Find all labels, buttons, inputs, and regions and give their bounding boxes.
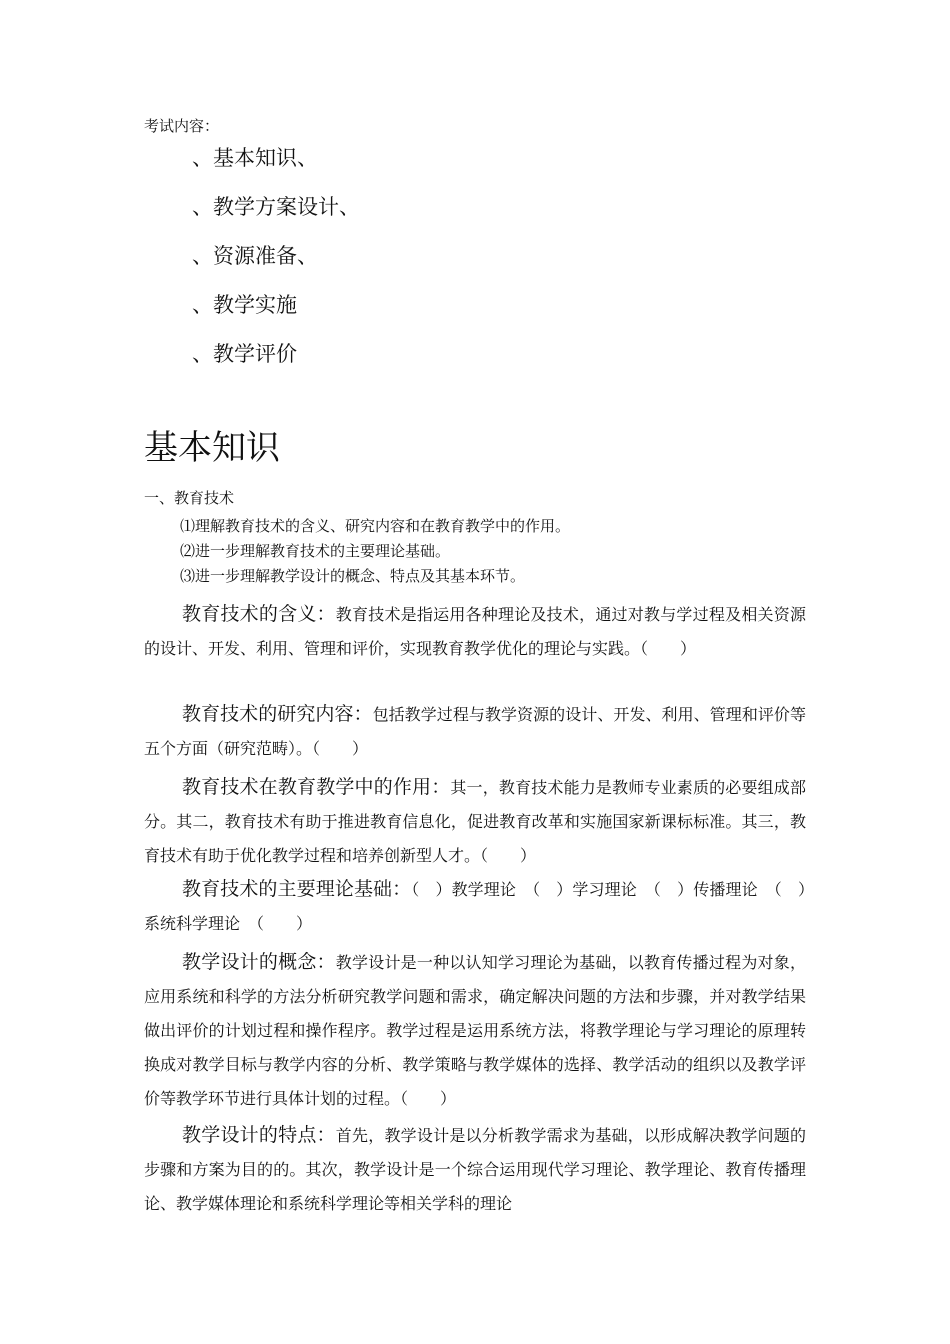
exam-content-item: 、基本知识、 xyxy=(192,146,318,170)
definition-paragraph xyxy=(144,597,806,666)
exam-content-list xyxy=(192,144,360,389)
role-paragraph xyxy=(144,770,806,873)
exam-content-item: 、资源准备、 xyxy=(192,244,318,268)
design-concept-term: 教学设计的概念： xyxy=(182,951,336,973)
subsection-heading: 一、教育技术 xyxy=(144,489,235,507)
theory-basis-paragraph xyxy=(144,872,806,941)
section-heading: 基本知识 xyxy=(144,428,280,468)
design-features-body: 首先，教学设计是以分析教学需求为基础，以形成解决教学问题的步骤和方案为目的的。其次，教学设计是一个综合运用现代学习理论、教学理论、教育传播理论、教学媒体理论和系统科学理论等相关学科的理论 xyxy=(144,1126,806,1213)
design-concept-paragraph xyxy=(144,945,806,1116)
research-content-paragraph xyxy=(144,697,806,766)
design-concept-body: 教学设计是一种以认知学习理论为基础，以教育传播过程为对象，应用系统和科学的方法分析研究教学问题和需求，确定解决问题的方法和步骤，并对教学结果做出评价的计划过程和操作程序。教学过程是运用系统方法，将教学理论与学习理论的原理转换成对教学目标与教学内容的分析、教学策略与教学媒体的选择、教学活动的组织以及教学评价等教学环节进行具体计划的过程。（ ） xyxy=(144,953,806,1108)
research-content-body: 包括教学过程与教学资源的设计、开发、利用、管理和评价等五个方面（研究范畴）。（ ） xyxy=(144,705,806,758)
definition-term: 教育技术的含义： xyxy=(182,603,336,625)
objective-item: ⑶进一步理解教学设计的概念、特点及其基本环节。 xyxy=(180,567,526,585)
objectives-list xyxy=(180,514,570,589)
exam-content-item: 、教学方案设计、 xyxy=(192,195,360,219)
theory-basis-term: 教育技术的主要理论基础： xyxy=(182,878,412,900)
design-features-term: 教学设计的特点： xyxy=(182,1124,336,1146)
theory-basis-body: （ ）教学理论 （ ）学习理论 （ ）传播理论 （ ）系统科学理论 （ ） xyxy=(144,880,806,933)
role-body: 其一，教育技术能力是教师专业素质的必要组成部分。其二，教育技术有助于推进教育信息化，促进教育改革和实施国家新课标标准。其三，教育技术有助于优化教学过程和培养创新型人才。（ ） xyxy=(144,778,806,865)
role-term: 教育技术在教育教学中的作用： xyxy=(182,776,451,798)
exam-content-label: 考试内容： xyxy=(144,117,220,135)
exam-content-item: 、教学评价 xyxy=(192,342,297,366)
research-content-term: 教育技术的研究内容： xyxy=(182,703,373,725)
objective-item: ⑴理解教育技术的含义、研究内容和在教育教学中的作用。 xyxy=(180,517,571,535)
definition-body: 教育技术是指运用各种理论及技术，通过对教与学过程及相关资源的设计、开发、利用、管理和评价，实现教育教学优化的理论与实践。（ ） xyxy=(144,605,806,658)
design-features-paragraph xyxy=(144,1118,806,1221)
objective-item: ⑵进一步理解教育技术的主要理论基础。 xyxy=(180,542,451,560)
exam-content-item: 、教学实施 xyxy=(192,293,297,317)
